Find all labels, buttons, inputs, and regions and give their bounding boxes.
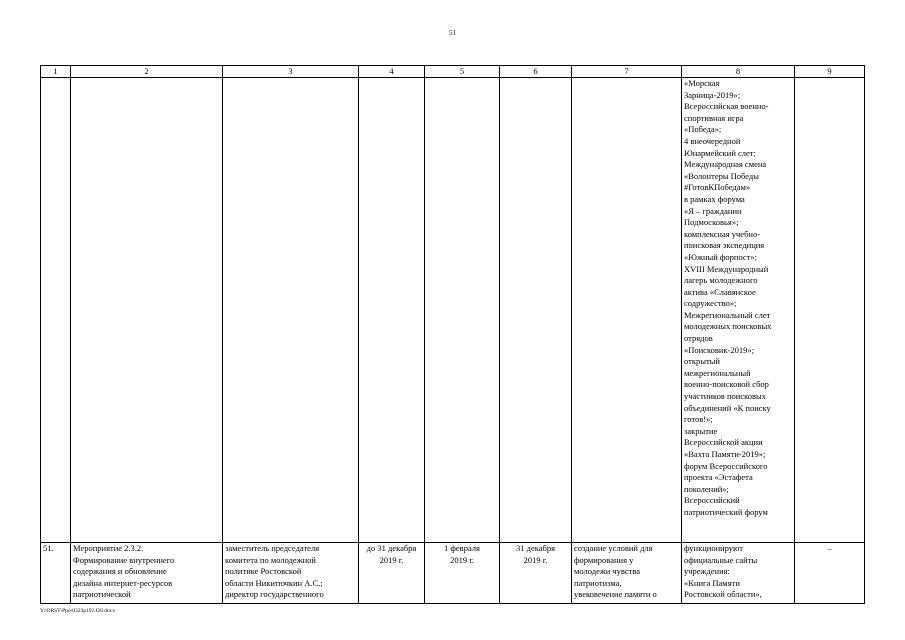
- text-line: официальные сайты: [684, 554, 758, 565]
- text-line: до 31 декабря: [366, 543, 417, 553]
- text-line: «Поисковик-2019»;: [684, 344, 755, 355]
- text-line: 1 февраля: [444, 543, 480, 553]
- text-line: Формирование внутреннего: [73, 554, 175, 565]
- text-line: «Книга Памяти: [684, 577, 740, 588]
- text-line: политике Ростовской: [225, 566, 302, 577]
- text-line: спортивная игра: [684, 112, 744, 123]
- text-line: Всероссийский: [684, 495, 740, 506]
- cont-cell-8-events: [682, 78, 795, 543]
- page-number: 51: [449, 29, 456, 37]
- text-line: Юнармейский слет;: [684, 147, 756, 158]
- text-line: патриотический форум: [684, 506, 768, 517]
- text-line: участников поисковых: [684, 391, 767, 402]
- header-row: [41, 66, 865, 78]
- text-line: объединений «К поиску: [684, 402, 771, 413]
- header-col-9: 9: [795, 66, 865, 78]
- text-line: Мероприятие 2.3.2.: [73, 543, 144, 553]
- text-line: заместитель председателя: [225, 543, 320, 553]
- text-line: межрегиональный: [684, 367, 751, 378]
- text-line: «Южный форпост»;: [684, 251, 758, 262]
- text-line: патриотической: [73, 589, 131, 600]
- row51-deadline: [359, 543, 425, 604]
- text-line: Межрегиональный слет: [684, 309, 771, 320]
- row51-outcome: [682, 543, 795, 604]
- text-line: Подмосковья»;: [684, 217, 739, 228]
- header-col-8: 8: [682, 66, 795, 78]
- header-col-5: 5: [425, 66, 500, 78]
- text-line: содружество»;: [684, 298, 737, 309]
- table-row-51: [41, 543, 865, 604]
- text-line: функционируют: [684, 543, 744, 553]
- text-line: 31 декабря: [516, 543, 555, 553]
- text-line: Всероссийская военно-: [684, 101, 769, 112]
- cont-cell-6: [500, 78, 572, 543]
- text-line: проекта «Эстафета: [684, 472, 753, 483]
- text-line: Зарница-2019»;: [684, 89, 741, 100]
- header-col-7: 7: [572, 66, 682, 78]
- row51-expected-result: [572, 543, 682, 604]
- text-line: поколений»;: [684, 483, 729, 494]
- text-line: закрытие: [684, 425, 718, 436]
- header-col-6: 6: [500, 66, 572, 78]
- text-line: увековечение памяти о: [574, 589, 657, 600]
- text-line: содержания и обновление: [73, 566, 167, 577]
- table-row-continuation: [41, 78, 865, 543]
- cont-cell-9: [795, 78, 865, 543]
- cont-cell-5: [425, 78, 500, 543]
- cont-cell-3: [223, 78, 359, 543]
- text-line: XVIII Международный: [684, 263, 769, 274]
- header-col-1: 1: [41, 66, 71, 78]
- row51-start-date: [425, 543, 500, 604]
- text-line: патриотизма,: [574, 577, 622, 588]
- text-line: «Вахта Памяти-2019»;: [684, 449, 766, 459]
- text-line: Всероссийской акции: [684, 437, 763, 448]
- text-line: #ГотовКПобедам»: [684, 182, 751, 193]
- text-line: создание условий для: [574, 543, 653, 553]
- text-line: «Я – гражданин: [684, 205, 742, 216]
- text-line: учреждения:: [684, 566, 730, 577]
- text-line: «Морская: [684, 78, 720, 88]
- text-line: дизайна интернет-ресурсов: [73, 577, 173, 588]
- row51-activity: [71, 543, 223, 604]
- cont-cell-1: [41, 78, 71, 543]
- text-line: актива «Славянское: [684, 286, 756, 297]
- text-line: молодежи чувства: [574, 566, 641, 577]
- text-line: готов!»;: [684, 414, 713, 425]
- header-col-3: 3: [223, 66, 359, 78]
- text-line: комитета по молодежной: [225, 554, 316, 565]
- text-line: комплексная учебно-: [684, 228, 761, 239]
- text-line: формирования у: [574, 554, 634, 565]
- cont-cell-4: [359, 78, 425, 543]
- text-line: 2019 г.: [450, 554, 474, 565]
- footer-file-path: Y:\ORST\Ppo\0323p192.f20.docx: [40, 608, 115, 614]
- text-line: 4 внеочередной: [684, 135, 741, 146]
- row51-end-date: [500, 543, 572, 604]
- text-line: Ростовской области»,: [684, 589, 762, 600]
- text-line: открытый: [684, 356, 720, 367]
- row51-responsible: [223, 543, 359, 604]
- plan-table: [40, 65, 865, 604]
- text-line: 2019 г.: [523, 554, 548, 565]
- text-line: Международная смена: [684, 159, 767, 170]
- text-line: «Победа»;: [684, 124, 722, 135]
- text-line: форум Всероссийского: [684, 460, 768, 471]
- text-line: «Волонтеры Победы: [684, 170, 759, 181]
- cont-cell-7: [572, 78, 682, 543]
- text-line: в рамках форума: [684, 193, 745, 204]
- text-line: военно-поисковой сбор: [684, 379, 769, 390]
- text-line: 2019 г.: [379, 554, 404, 565]
- cont-cell-2: [71, 78, 223, 543]
- row51-number: 51.: [41, 543, 71, 604]
- header-col-4: 4: [359, 66, 425, 78]
- text-line: молодежных поисковых: [684, 321, 772, 332]
- row51-col9: –: [795, 543, 865, 604]
- text-line: лагерь молодежного: [684, 275, 758, 286]
- text-line: директор государственного: [225, 589, 324, 600]
- text-line: отрядов: [684, 333, 713, 344]
- header-col-2: 2: [71, 66, 223, 78]
- text-line: области Никитючкин А.С.;: [225, 577, 323, 588]
- text-line: поисковая экспедиция: [684, 240, 765, 251]
